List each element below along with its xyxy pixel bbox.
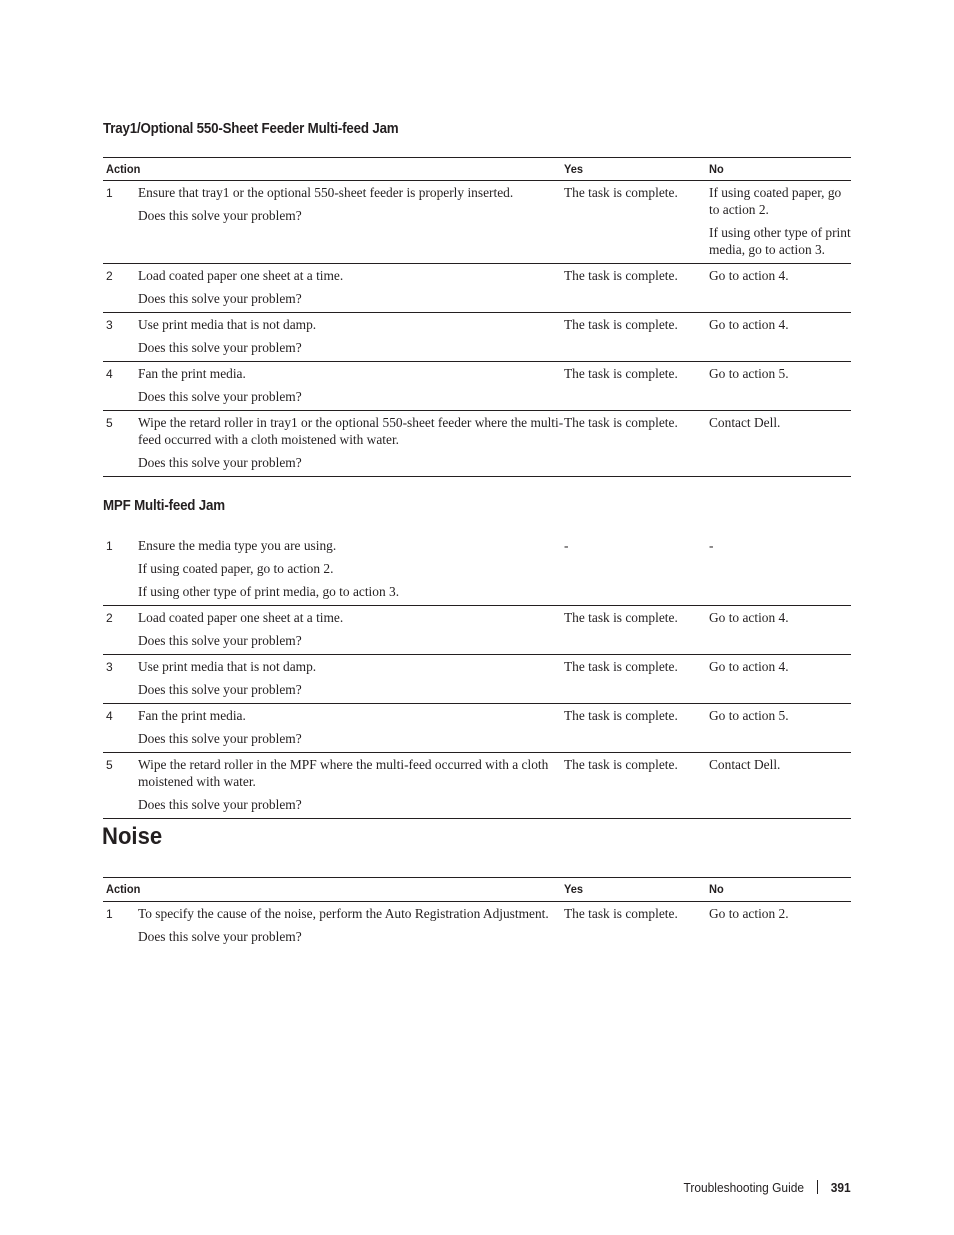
- cell-text: -: [709, 538, 714, 553]
- action-cell: [138, 365, 564, 405]
- yes-cell: [564, 267, 709, 307]
- table-body: [103, 902, 851, 950]
- cell-text: Wipe the retard roller in tray1 or the optional 550-sheet feeder where the multi-feed occurred with a cloth moistened with water.: [138, 415, 564, 447]
- row-number: 1: [106, 539, 113, 553]
- section-title-tray1-multifeed: Tray1/Optional 550-Sheet Feeder Multi-feed Jam: [103, 121, 399, 137]
- cell-text: The task is complete.: [564, 659, 678, 674]
- table-row: [103, 362, 851, 411]
- yes-cell: [564, 184, 709, 258]
- row-number: 5: [106, 758, 113, 772]
- cell-text: -: [564, 538, 569, 553]
- table-noise: [103, 877, 851, 950]
- no-cell: [709, 316, 851, 356]
- table-header: [103, 157, 851, 181]
- cell-text: The task is complete.: [564, 268, 678, 283]
- row-number: 5: [106, 416, 113, 430]
- row-number: 4: [106, 367, 113, 381]
- yes-cell: [564, 756, 709, 813]
- yes-cell: [564, 658, 709, 698]
- cell-text: If using other type of print media, go to action 3.: [138, 584, 400, 599]
- action-cell: [138, 756, 564, 813]
- row-number: 2: [106, 611, 113, 625]
- cell-text: Contact Dell.: [709, 757, 781, 772]
- cell-text: The task is complete.: [564, 185, 678, 200]
- cell-text: Contact Dell.: [709, 415, 781, 430]
- action-cell: [138, 267, 564, 307]
- section-title-mpf-multifeed: MPF Multi-feed Jam: [103, 498, 225, 514]
- cell-text: If using coated paper, go to action 2.: [709, 185, 842, 217]
- cell-text: Fan the print media.: [138, 366, 246, 381]
- cell-text: Does this solve your problem?: [138, 731, 302, 746]
- yes-cell: [564, 316, 709, 356]
- cell-text: Go to action 4.: [709, 317, 789, 332]
- yes-cell: [564, 707, 709, 747]
- cell-text: Go to action 4.: [709, 268, 789, 283]
- cell-text: If using coated paper, go to action 2.: [138, 561, 334, 576]
- cell-text: Ensure that tray1 or the optional 550-sheet feeder is properly inserted.: [138, 185, 514, 200]
- cell-text: The task is complete.: [564, 415, 678, 430]
- cell-text: The task is complete.: [564, 906, 678, 921]
- no-cell: [709, 267, 851, 307]
- action-cell: [138, 707, 564, 747]
- action-cell: [138, 609, 564, 649]
- cell-text: Does this solve your problem?: [138, 929, 302, 944]
- header-action: Action: [106, 882, 141, 896]
- table-header: [103, 877, 851, 902]
- table-row: [103, 411, 851, 477]
- table-body: [103, 534, 851, 819]
- table-tray1-multifeed: [103, 157, 851, 477]
- cell-text: Does this solve your problem?: [138, 797, 302, 812]
- row-number: 2: [106, 269, 113, 283]
- table-row: [103, 606, 851, 655]
- row-number: 3: [106, 318, 113, 332]
- cell-text: Go to action 4.: [709, 610, 789, 625]
- no-cell: [709, 658, 851, 698]
- row-number: 3: [106, 660, 113, 674]
- table-row: [103, 264, 851, 313]
- action-cell: [138, 414, 564, 471]
- cell-text: The task is complete.: [564, 610, 678, 625]
- table-row: [103, 534, 851, 606]
- cell-text: Does this solve your problem?: [138, 208, 302, 223]
- cell-text: Wipe the retard roller in the MPF where the multi-feed occurred with a cloth moistened with water.: [138, 757, 549, 789]
- yes-cell: [564, 537, 709, 600]
- row-number: 1: [106, 186, 113, 200]
- table-row: [103, 181, 851, 264]
- section-title-noise: Noise: [102, 823, 163, 850]
- table-row: [103, 704, 851, 753]
- table-row: [103, 313, 851, 362]
- footer-guide-title: Troubleshooting Guide: [683, 1180, 805, 1195]
- cell-text: Does this solve your problem?: [138, 682, 302, 697]
- no-cell: [709, 707, 851, 747]
- no-cell: [709, 905, 851, 945]
- cell-text: Load coated paper one sheet at a time.: [138, 610, 344, 625]
- no-cell: [709, 756, 851, 813]
- table-row: [103, 902, 851, 950]
- no-cell: [709, 184, 851, 258]
- cell-text: The task is complete.: [564, 757, 678, 772]
- cell-text: Use print media that is not damp.: [138, 659, 317, 674]
- page-number: 391: [831, 1180, 851, 1195]
- yes-cell: [564, 365, 709, 405]
- cell-text: The task is complete.: [564, 708, 678, 723]
- cell-text: Does this solve your problem?: [138, 455, 302, 470]
- no-cell: [709, 414, 851, 471]
- header-yes: Yes: [564, 162, 584, 176]
- cell-text: Does this solve your problem?: [138, 389, 302, 404]
- cell-text: Does this solve your problem?: [138, 633, 302, 648]
- page-footer: [0, 1180, 851, 1195]
- footer-separator: [817, 1180, 818, 1194]
- header-action: Action: [106, 162, 141, 176]
- cell-text: Go to action 5.: [709, 708, 789, 723]
- cell-text: Does this solve your problem?: [138, 340, 302, 355]
- action-cell: [138, 184, 564, 258]
- cell-text: The task is complete.: [564, 366, 678, 381]
- yes-cell: [564, 905, 709, 945]
- cell-text: Go to action 5.: [709, 366, 789, 381]
- table-mpf-multifeed: [103, 534, 851, 819]
- no-cell: [709, 609, 851, 649]
- cell-text: Load coated paper one sheet at a time.: [138, 268, 344, 283]
- cell-text: Does this solve your problem?: [138, 291, 302, 306]
- row-number: 4: [106, 709, 113, 723]
- action-cell: [138, 316, 564, 356]
- yes-cell: [564, 414, 709, 471]
- table-row: [103, 655, 851, 704]
- table-row: [103, 753, 851, 819]
- no-cell: [709, 365, 851, 405]
- no-cell: [709, 537, 851, 600]
- yes-cell: [564, 609, 709, 649]
- cell-text: To specify the cause of the noise, perform the Auto Registration Adjustment.: [138, 906, 549, 921]
- row-number: 1: [106, 907, 113, 921]
- cell-text: Go to action 4.: [709, 659, 789, 674]
- action-cell: [138, 658, 564, 698]
- cell-text: Go to action 2.: [709, 906, 789, 921]
- cell-text: If using other type of print media, go to action 3.: [709, 225, 851, 257]
- cell-text: Use print media that is not damp.: [138, 317, 317, 332]
- cell-text: Fan the print media.: [138, 708, 246, 723]
- header-no: No: [709, 162, 724, 176]
- action-cell: [138, 537, 564, 600]
- header-no: No: [709, 882, 724, 896]
- cell-text: The task is complete.: [564, 317, 678, 332]
- cell-text: Ensure the media type you are using.: [138, 538, 337, 553]
- header-yes: Yes: [564, 882, 584, 896]
- table-body: [103, 181, 851, 477]
- action-cell: [138, 905, 564, 945]
